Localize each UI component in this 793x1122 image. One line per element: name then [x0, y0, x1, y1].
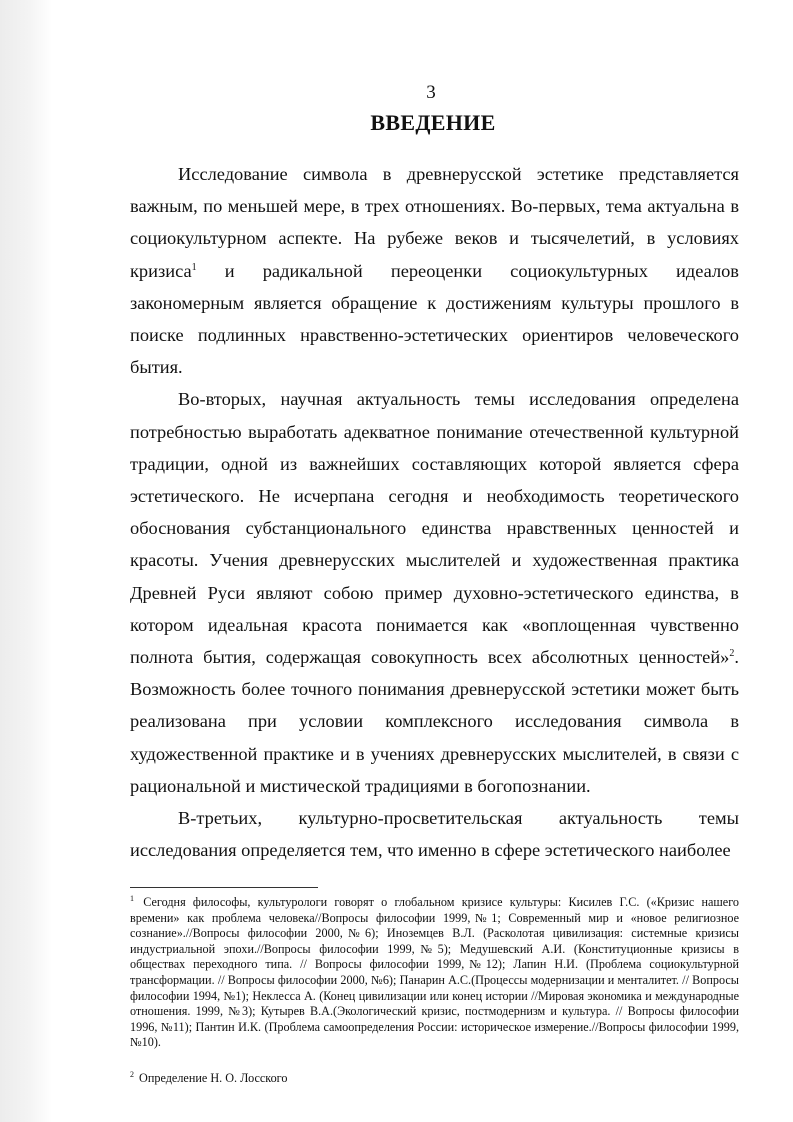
footnote-2: [130, 1071, 739, 1087]
footnote-2-mark: 2: [130, 1069, 134, 1079]
paragraph-1: [130, 158, 739, 383]
paragraph-3: В-третьих, культурно-просветительская актуальность темы исследования определяется тем, что именно в сфере эстетического наиболее: [130, 808, 739, 861]
paragraph-1-text-end: и радикальной переоценки социокультурных идеалов закономерным является обращение к достижениям культуры прошлого в поиске подлинных нравственно-эстетических ориентиров человеческого бытия.: [130, 260, 739, 378]
paragraph-2-text-start: Во-вторых, научная актуальность темы исследования определена потребностью выработать адекватное понимание отечественной культурной традиции, одной из важнейших составляющих которой является сфера эстетического. Не исчерпана сегодня и необходимость теоретического обоснования субстанционального единства нравственных ценностей и красоты. Учения древнерусских мыслителей и художественная практика Древней Руси являют собою пример духовно-эстетического единства, в котором идеальная красота понимается как «воплощенная чувственно полнота бытия, содержащая совокупность всех абсолютных ценностей»: [130, 389, 739, 668]
footnote-2-text: Определение Н. О. Лосского: [139, 1070, 288, 1085]
footnote-ref-1[interactable]: 1: [191, 261, 197, 273]
page-number: 3: [426, 82, 436, 103]
paragraph-1-text-start: Исследование символа в древнерусской эстетике представляется важным, по меньшей мере, в трех отношениях. Во-первых, тема актуальна в социокультурном аспекте. На рубеже веков и тысячелетий, в условиях кризиса: [130, 164, 739, 281]
section-heading: ВВЕДЕНИЕ: [370, 110, 496, 135]
paragraph-2-text-end: . Возможность более точного понимания древнерусской эстетики может быть реализована при условии комплексного исследования символа в художественной практике и в учениях древнерусских мыслителей, в связи с рациональной и мистической традициями в богопознании.: [130, 647, 739, 796]
footnote-ref-2[interactable]: 2: [729, 647, 735, 659]
scan-left-edge: [0, 0, 52, 1122]
body-text: [130, 158, 739, 866]
footnote-1-text: Сегодня философы, культурологи говорят о глобальном кризисе культуры: Кисилев Г.С. («Кризис нашего времени» как проблема человека//Вопросы философии 1999,№1; Современный мир и «новое религиозное сознание».//Вопросы философии 2000,№6); Иноземцев В.Л. (Расколотая цивилизация: системные кризисы индустриальной эпохи.//Вопросы философии 1999,№5); Медушевский А.И. (Конституционные кризисы в обществах переходного типа. // Вопросы философии 1999,№12); Лапин Н.И. (Проблема социокультурной трансформации. // Вопросы философии 2000, №6); Панарин А.С.(Процессы модернизации и менталитет. // Вопросы философии 1994, №1); Неклесса А. (Конец цивилизации или конец истории //Мировая экономика и международные отношения. 1999, №3); Кутырев В.А.(Экологический кризис, постмодернизм и культура. // Вопросы философии 1996, №11); Пантин И.К. (Проблема самоопределения России: историческое измерение.//Вопросы философии 1999, №10).: [130, 895, 740, 1050]
footnotes: [130, 895, 739, 1087]
footnote-1-mark: 1: [130, 893, 134, 903]
footnote-separator: [130, 887, 318, 888]
footnote-1: [130, 895, 739, 1051]
paragraph-2: [130, 383, 739, 802]
